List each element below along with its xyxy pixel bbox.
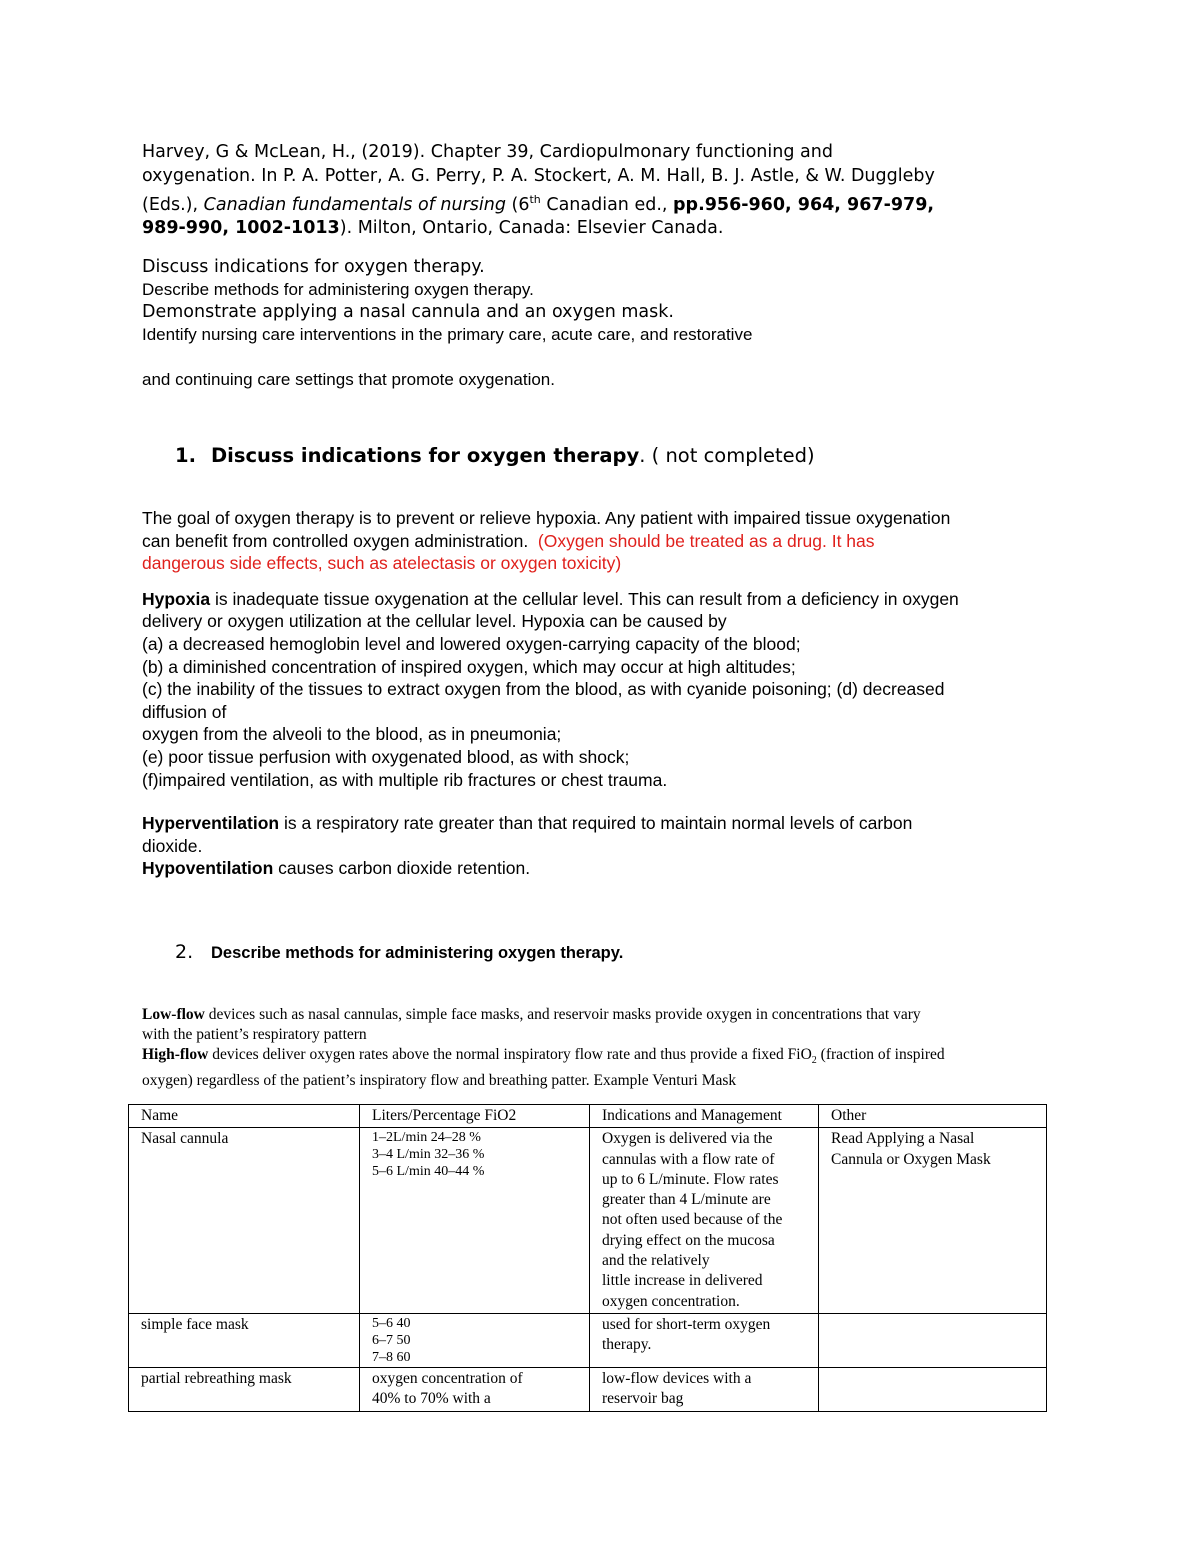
spacer (142, 575, 1072, 588)
hyperventilation-term: Hyperventilation (142, 813, 280, 834)
high-flow-definition-1 (142, 1045, 1072, 1071)
citation-pages-2: 989-990, 1002-1013 (142, 218, 340, 239)
hypoxia-term: Hypoxia (142, 588, 211, 609)
objective-3: Demonstrate applying a nasal cannula and an oxygen mask. (142, 302, 674, 322)
section-2-number: 2. (175, 941, 194, 963)
device-indications (590, 1313, 819, 1367)
objective-4: Identify nursing care interventions in the primary care, acute care, and restorative (142, 324, 753, 344)
cell-line: 7–8 60 (372, 1349, 411, 1365)
hypoxia-cause-f: (f)impaired ventilation, as with multiple rib fractures or chest trauma. (142, 769, 668, 790)
objective-4-continued: and continuing care settings that promote oxygenation. (142, 370, 555, 389)
hypoxia-text: is inadequate tissue oxygenation at the cellular level. This can result from a deficiency in oxygen (210, 588, 959, 609)
high-flow-text-end: (fraction of inspired (816, 1046, 945, 1063)
table-row (129, 1313, 1047, 1367)
low-flow-definition-1 (142, 1005, 1072, 1025)
device-indications (590, 1367, 819, 1411)
citation-line-3 (142, 188, 1062, 217)
cell-line: used for short-term oxygen (602, 1315, 771, 1333)
section-1-heading (175, 444, 815, 467)
citation-line-2: oxygenation. In P. A. Potter, A. G. Perry, P. A. Stockert, A. M. Hall, B. J. Astle, & W. Duggleby (142, 165, 935, 186)
table-header-cell: Other (819, 1105, 1047, 1128)
low-flow-definition-2: with the patient’s respiratory pattern (142, 1026, 367, 1043)
hypoxia-cause-a: (a) a decreased hemoglobin level and lowered oxygen-carrying capacity of the blood; (142, 633, 801, 654)
table-header-row (129, 1105, 1047, 1128)
cell-line: reservoir bag (602, 1390, 684, 1408)
cell-line: cannulas with a flow rate of (602, 1150, 775, 1168)
citation-eds: (Eds.), (142, 194, 204, 215)
cell-line: oxygen concentration. (602, 1292, 740, 1310)
table-header-cell: Indications and Management (590, 1105, 819, 1128)
objective-2: Describe methods for administering oxygen therapy. (142, 279, 534, 299)
citation-line-4 (142, 217, 1062, 241)
device-liters (360, 1128, 590, 1314)
hyperventilation-definition-2: dioxide. (142, 835, 203, 856)
hypoxia-cause-d-2: oxygen from the alveoli to the blood, as in pneumonia; (142, 724, 562, 745)
device-other (819, 1128, 1047, 1314)
device-liters (360, 1313, 590, 1367)
high-flow-term: High-flow (142, 1046, 209, 1063)
goal-text: can benefit from controlled oxygen administration. (142, 530, 529, 551)
cell-line: Oxygen is delivered via the (602, 1130, 773, 1148)
goal-line-2 (142, 530, 1072, 553)
section-2-title: Describe methods for administering oxygen therapy. (211, 944, 624, 962)
device-name: simple face mask (129, 1313, 360, 1367)
cell-line: not often used because of the (602, 1211, 783, 1229)
cell-line: up to 6 L/minute. Flow rates (602, 1170, 779, 1188)
device-other (819, 1367, 1047, 1411)
spacer (142, 346, 1062, 369)
spacer (142, 791, 1072, 812)
table-header-cell: Liters/Percentage FiO2 (360, 1105, 590, 1128)
cell-line: therapy. (602, 1336, 652, 1354)
hypoxia-cause-d-1: diffusion of (142, 701, 227, 722)
cell-line: low-flow devices with a (602, 1369, 752, 1387)
low-flow-term: Low-flow (142, 1006, 205, 1023)
hypoxia-cause-b: (b) a diminished concentration of inspired oxygen, which may occur at high altitudes; (142, 656, 796, 677)
cell-line: greater than 4 L/minute are (602, 1191, 771, 1209)
table-header-cell: Name (129, 1105, 360, 1128)
learning-objectives (142, 256, 1062, 392)
cell-line: 5–6 L/min 40–44 % (372, 1164, 485, 1180)
cell-line: little increase in delivered (602, 1272, 763, 1290)
table-row (129, 1128, 1047, 1314)
section-1-status: . ( not completed) (639, 444, 815, 467)
section-2-heading (175, 941, 623, 963)
cell-line: 40% to 70% with a (372, 1390, 491, 1408)
cell-line: 1–2L/min 24–28 % (372, 1130, 481, 1146)
fio2-subscript: 2 (811, 1055, 817, 1067)
citation (142, 141, 1062, 241)
citation-publisher: ). Milton, Ontario, Canada: Elsevier Canada. (339, 218, 724, 239)
hypoxia-definition-2: delivery or oxygen utilization at the cellular level. Hypoxia can be caused by (142, 611, 727, 632)
cell-line: and the relatively (602, 1252, 710, 1270)
section-2-body (142, 1005, 1072, 1091)
device-name: partial rebreathing mask (129, 1367, 360, 1411)
hyperventilation-text: is a respiratory rate greater than that required to maintain normal levels of carbon (279, 813, 913, 834)
hypoxia-cause-e: (e) poor tissue perfusion with oxygenated blood, as with shock; (142, 746, 630, 767)
citation-line-1: Harvey, G & McLean, H., (2019). Chapter 39, Cardiopulmonary functioning and (142, 142, 833, 162)
hyperventilation-definition-1 (142, 812, 1072, 835)
high-flow-text: devices deliver oxygen rates above the normal inspiratory flow rate and thus provide a fixed FiO (208, 1046, 812, 1063)
objective-1: Discuss indications for oxygen therapy. (142, 257, 485, 277)
citation-edition-sup: th (529, 193, 541, 206)
citation-edition: (6 (505, 194, 530, 215)
cell-line: 3–4 L/min 32–36 % (372, 1147, 485, 1163)
section-1-number: 1. (175, 444, 196, 467)
device-indications (590, 1128, 819, 1314)
goal-warning-1: (Oxygen should be treated as a drug. It has (537, 530, 875, 551)
hypoventilation-definition (142, 857, 1072, 880)
cell-line: 6–7 50 (372, 1332, 411, 1348)
hypoxia-definition-1 (142, 588, 1072, 611)
hypoventilation-text: causes carbon dioxide retention. (273, 858, 531, 879)
citation-pages-1: pp.956-960, 964, 967-979, (673, 194, 935, 215)
goal-warning-2: dangerous side effects, such as atelectasis or oxygen toxicity) (142, 553, 622, 574)
device-name: Nasal cannula (129, 1128, 360, 1314)
high-flow-definition-2: oxygen) regardless of the patient’s inspiratory flow and breathing patter. Example Venturi Mask (142, 1072, 737, 1090)
table-row (129, 1367, 1047, 1411)
oxygen-devices-table (128, 1104, 1047, 1412)
section-1-body (142, 507, 1072, 880)
hypoxia-cause-c: (c) the inability of the tissues to extract oxygen from the blood, as with cyanide poisoning; (d) decreased (142, 679, 945, 700)
cell-line: Read Applying a Nasal (831, 1130, 975, 1148)
device-liters (360, 1367, 590, 1411)
citation-book-title: Canadian fundamentals of nursing (203, 194, 506, 215)
cell-line: oxygen concentration of (372, 1369, 523, 1387)
hypoventilation-term: Hypoventilation (142, 858, 274, 879)
citation-edition-rest: Canadian ed., (540, 194, 674, 215)
low-flow-text: devices such as nasal cannulas, simple face masks, and reservoir masks provide oxygen in concentrations that vary (204, 1006, 921, 1023)
cell-line: drying effect on the mucosa (602, 1231, 775, 1249)
cell-line: Cannula or Oxygen Mask (831, 1150, 991, 1168)
device-other (819, 1313, 1047, 1367)
goal-line-1: The goal of oxygen therapy is to prevent or relieve hypoxia. Any patient with impaired tissue oxygenation (142, 508, 951, 528)
cell-line: 5–6 40 (372, 1315, 411, 1331)
section-1-title: Discuss indications for oxygen therapy (211, 444, 640, 467)
